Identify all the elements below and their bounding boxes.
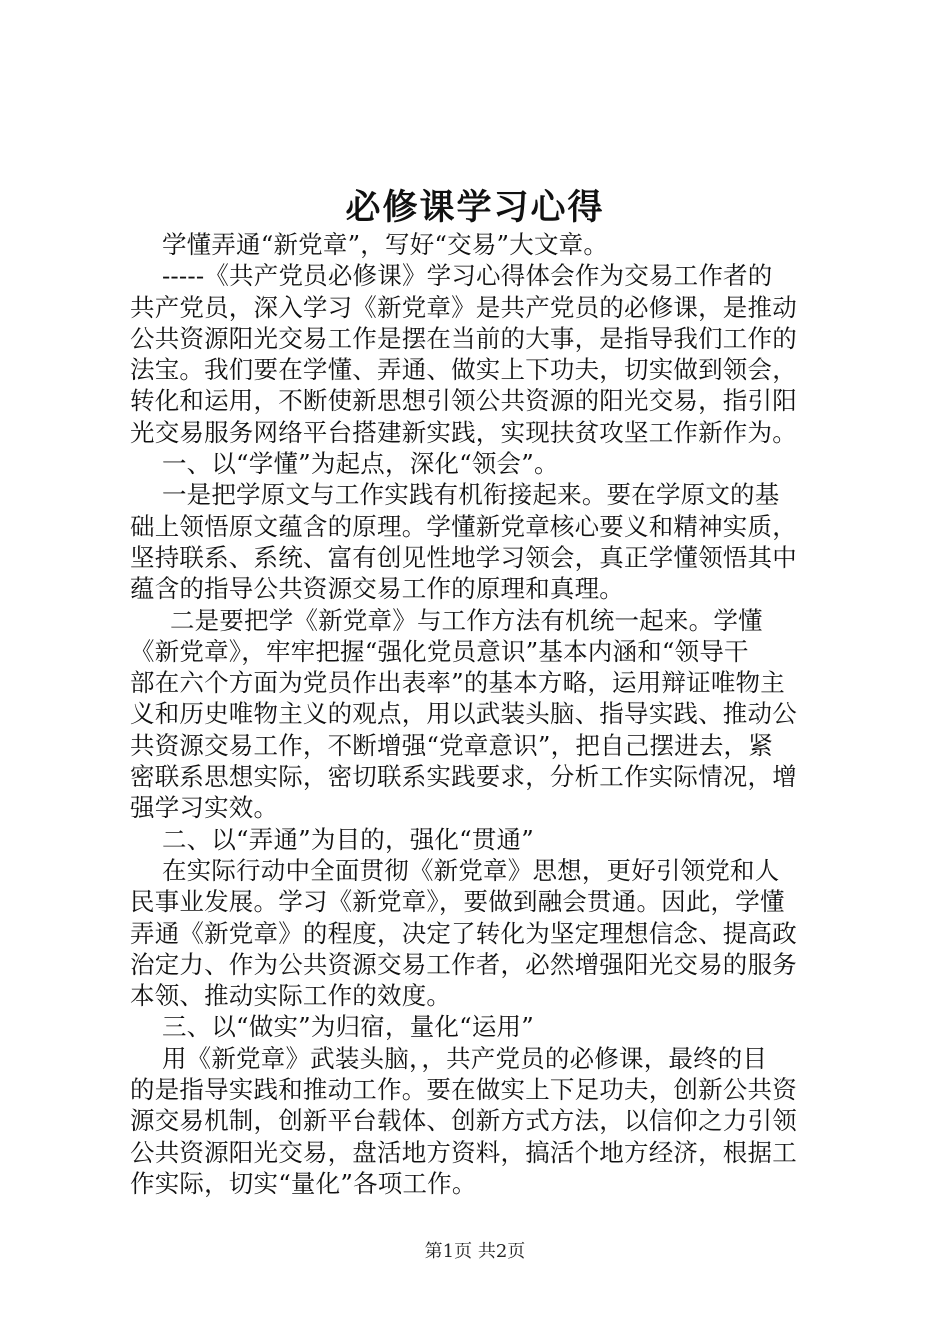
body-line: -----《共产党员必修课》学习心得体会作为交易工作者的 [130, 261, 773, 291]
body-line: 部在六个方面为党员作出表率”的基本方略，运用辩证唯物主 [130, 668, 785, 698]
body-line: 治定力、作为公共资源交易工作者，必然增强阳光交易的服务 [130, 949, 797, 979]
body-line: 一是把学原文与工作实践有机衔接起来。要在学原文的基 [130, 480, 780, 510]
body-line: 作实际，切实“量化”各项工作。 [130, 1168, 477, 1198]
document-title: 必修课学习心得 [345, 187, 605, 228]
body-line: 一、以“学懂”为起点，深化“领会”。 [130, 449, 559, 479]
body-line: 二是要把学《新党章》与工作方法有机统一起来。学懂 [130, 605, 763, 635]
body-line: 共产党员，深入学习《新党章》是共产党员的必修课，是推动 [130, 292, 797, 322]
body-line: 法宝。我们要在学懂、弄通、做实上下功夫，切实做到领会， [130, 355, 797, 385]
body-line: 坚持联系、系统、富有创见性地学习领会，真正学懂领悟其中 [130, 542, 797, 572]
body-line: 强学习实效。 [130, 793, 279, 823]
body-line: 义和历史唯物主义的观点，用以武装头脑、指导实践、推动公 [130, 699, 797, 729]
body-line: 础上领悟原文蕴含的原理。学懂新党章核心要义和精神实质， [130, 511, 797, 541]
body-line: 在实际行动中全面贯彻《新党章》思想，更好引领党和人 [130, 855, 780, 885]
body-line: 转化和运用，不断使新思想引领公共资源的阳光交易，指引阳 [130, 386, 797, 416]
body-line: 光交易服务网络平台搭建新实践，实现扶贫攻坚工作新作为。 [130, 417, 797, 447]
body-line: 密联系思想实际，密切联系实践要求，分析工作实际情况，增 [130, 762, 797, 792]
body-line: 公共资源阳光交易工作是摆在当前的大事，是指导我们工作的 [130, 323, 797, 353]
body-line: 蕴含的指导公共资源交易工作的原理和真理。 [130, 574, 624, 604]
body-line: 弄通《新党章》的程度，决定了转化为坚定理想信念、提高政 [130, 918, 797, 948]
body-line: 用《新党章》武装头脑，，共产党员的必修课，最终的目 [130, 1043, 768, 1073]
document-body [130, 229, 830, 1199]
body-line: 公共资源阳光交易，盘活地方资料，搞活个地方经济，根据工 [130, 1137, 797, 1167]
body-line: 学懂弄通“新党章”，写好“交易”大文章。 [130, 230, 609, 259]
body-line: 的是指导实践和推动工作。要在做实上下足功夫，创新公共资 [130, 1075, 797, 1105]
body-line: 民事业发展。学习《新党章》，要做到融会贯通。因此，学懂 [130, 887, 785, 917]
body-line: 源交易机制，创新平台载体、创新方式方法，以信仰之力引领 [130, 1106, 797, 1136]
body-line: 共资源交易工作，不断增强“党章意识”，把自己摆进去，紧 [130, 730, 773, 760]
body-line: 二、以“弄通”为目的，强化“贯通” [130, 824, 534, 854]
body-line: 三、以“做实”为归宿，量化“运用” [130, 1012, 534, 1042]
body-line: 本领、推动实际工作的效度。 [130, 981, 452, 1011]
page-footer: 第1页 共2页 [424, 1241, 526, 1262]
body-line: 《新党章》，牢牢把握“强化党员意识”基本内涵和“领导干 [130, 636, 749, 666]
